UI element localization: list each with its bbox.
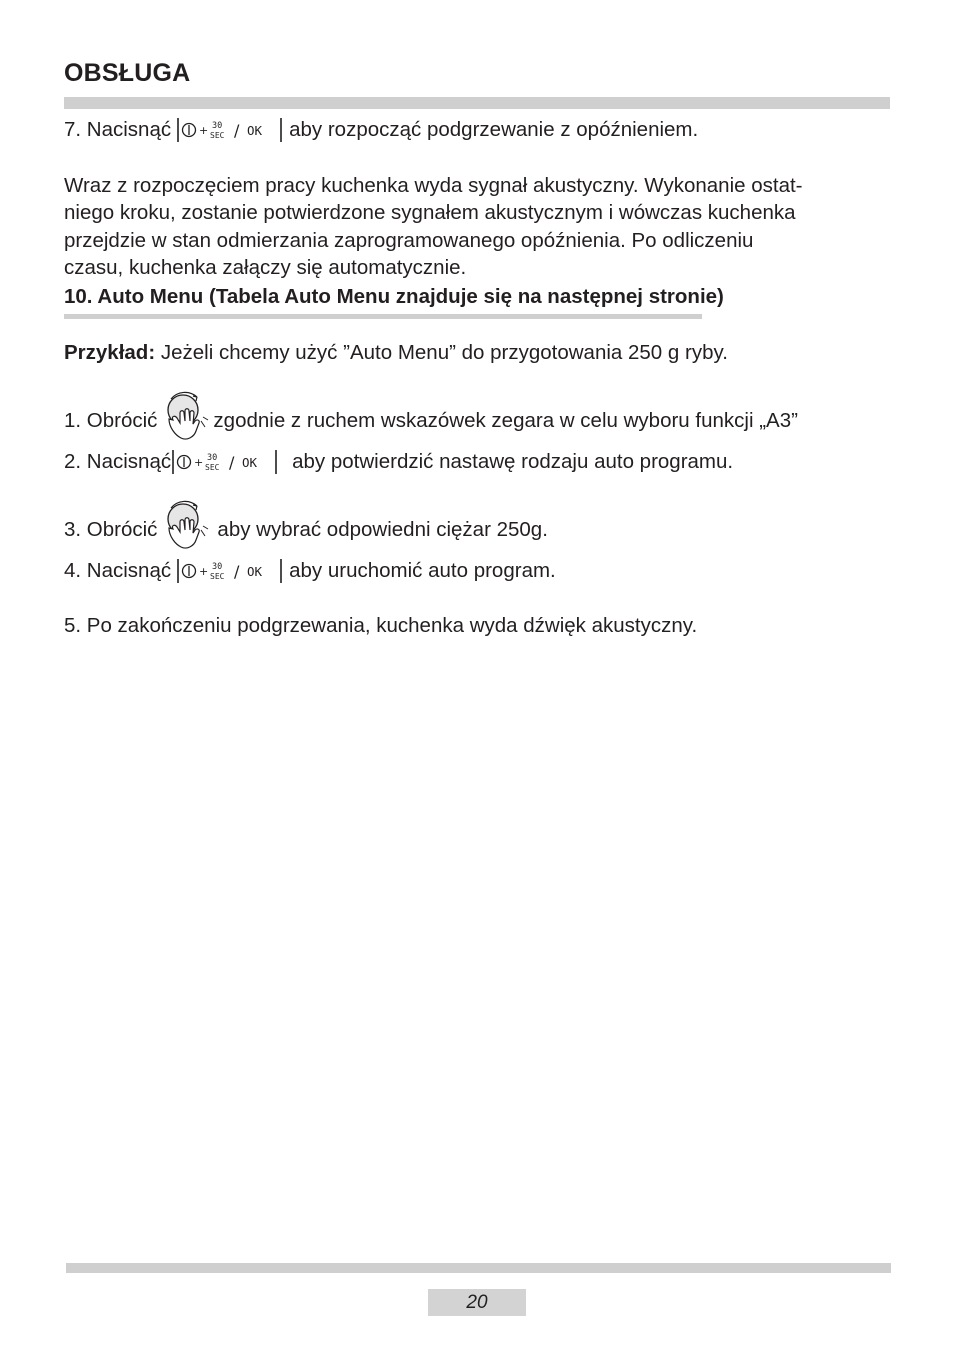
step-1-suffix: zgodnie z ruchem wskazówek zegara w celu wyboru funkcji „A3” <box>213 408 798 432</box>
page-title: OBSŁUGA <box>64 59 191 87</box>
page-number: 20 <box>428 1289 526 1316</box>
paragraph-line: czasu, kuchenka załączy się automatycznie. <box>64 255 467 279</box>
paragraph-line: Wraz z rozpoczęciem pracy kuchenka wyda sygnał akustyczny. Wykonanie ostat- <box>64 174 803 197</box>
section-divider <box>64 314 702 319</box>
start-button-glyph <box>177 116 283 144</box>
start-button-icon <box>172 449 278 475</box>
paragraph-line: przejdzie w stan odmierzania zaprogramowanego opóźnienia. Po odliczeniu <box>64 228 754 252</box>
step-4-line <box>64 557 556 584</box>
svg-text:OK: OK <box>242 454 258 470</box>
title-divider <box>64 97 890 109</box>
step-1-line <box>64 393 798 447</box>
footer-divider <box>66 1263 891 1273</box>
svg-text:/: / <box>234 561 240 581</box>
step-7-prefix: 7. Nacisnąć <box>64 118 172 141</box>
svg-text:/: / <box>234 120 240 140</box>
step-4-prefix: 4. Nacisnąć <box>64 559 172 582</box>
svg-text:+: + <box>199 564 209 578</box>
step-2-line <box>64 448 733 475</box>
step-5-text: 5. Po zakończeniu podgrzewania, kuchenka wyda dźwięk akustyczny. <box>64 614 698 637</box>
svg-text:SEC: SEC <box>210 130 225 140</box>
step-5-line <box>64 612 697 639</box>
step-4-suffix: aby uruchomić auto program. <box>289 559 556 582</box>
step-2-suffix: aby potwierdzić nastawę rodzaju auto programu. <box>292 450 734 473</box>
knob-hand-icon <box>161 391 211 445</box>
svg-text:30: 30 <box>207 452 218 463</box>
svg-text:+: + <box>199 123 209 137</box>
paragraph-line: niego kroku, zostanie potwierdzone sygnałem akustycznym i wówczas kuchenka <box>64 201 796 225</box>
svg-text:+: + <box>194 455 204 469</box>
svg-text:30: 30 <box>212 120 223 131</box>
section-heading: 10. Auto Menu (Tabela Auto Menu znajduje się na następnej stronie) <box>64 285 724 308</box>
knob-hand-icon <box>161 500 211 554</box>
example-text: Jeżeli chcemy użyć ”Auto Menu” do przygotowania 250 g ryby. <box>155 341 728 364</box>
step-2-prefix: 2. Nacisnąć <box>64 450 172 473</box>
example-label: Przykład: <box>64 341 156 364</box>
svg-text:SEC: SEC <box>210 571 225 581</box>
start-button-icon <box>177 117 283 143</box>
info-paragraph <box>64 172 894 281</box>
svg-text:/: / <box>229 452 235 472</box>
svg-text:OK: OK <box>247 122 263 138</box>
svg-text:OK: OK <box>247 563 263 579</box>
svg-text:SEC: SEC <box>205 462 220 472</box>
step-7-line <box>64 116 698 143</box>
step-7-suffix: aby rozpocząć podgrzewanie z opóźnieniem. <box>289 118 699 141</box>
step-3-prefix: 3. Obrócić <box>64 517 158 541</box>
svg-text:30: 30 <box>212 561 223 572</box>
step-1-prefix: 1. Obrócić <box>64 408 158 432</box>
step-3-suffix: aby wybrać odpowiedni ciężar 250g. <box>217 517 548 541</box>
example-line <box>64 339 728 366</box>
start-button-icon <box>177 558 283 584</box>
step-3-line <box>64 502 548 556</box>
